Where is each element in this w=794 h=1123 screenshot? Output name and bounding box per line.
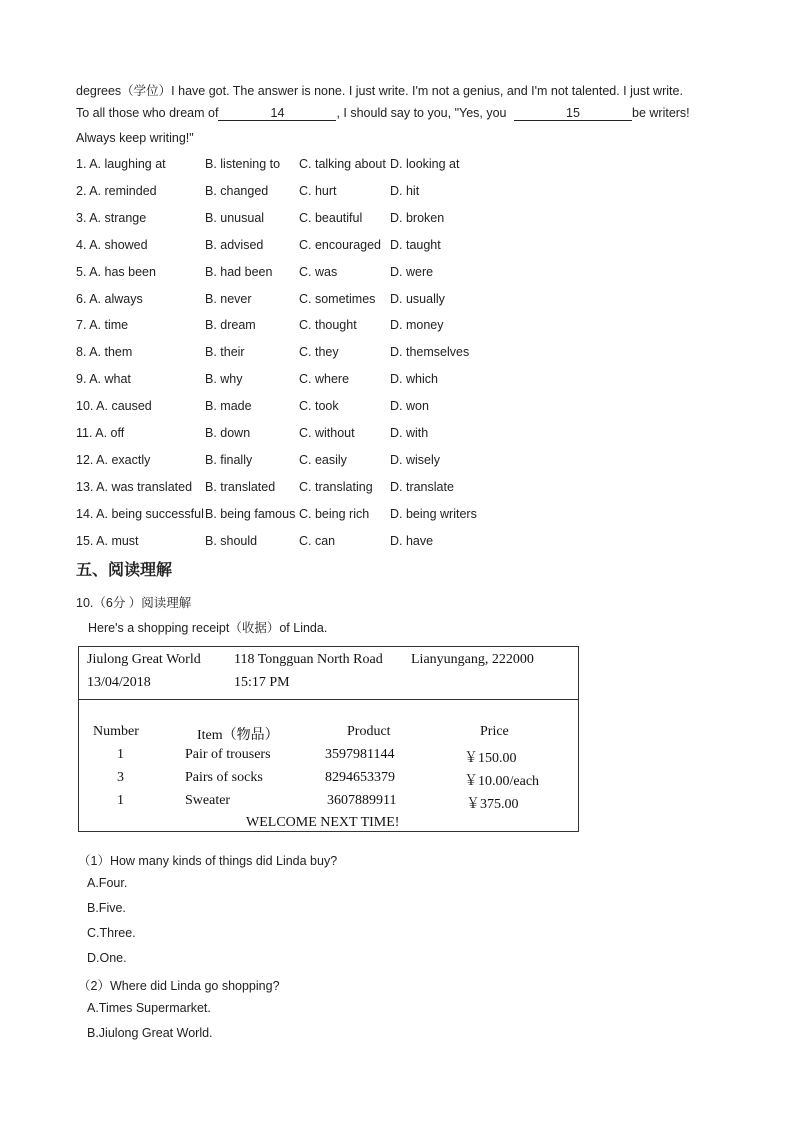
option-b: B. being famous bbox=[205, 507, 296, 521]
option-d: D. usually bbox=[390, 292, 445, 306]
option-c: C. easily bbox=[299, 453, 347, 467]
option-c: C. encouraged bbox=[299, 238, 382, 252]
option-d: D. hit bbox=[390, 184, 420, 198]
store-city: Lianyungang, 222000 bbox=[411, 652, 534, 667]
option-d: D. broken bbox=[390, 211, 445, 225]
option-b: B. had been bbox=[205, 265, 273, 279]
option-b: B. never bbox=[205, 292, 252, 306]
option-b: B. finally bbox=[205, 453, 253, 467]
row-2-product: 8294653379 bbox=[325, 770, 395, 785]
option-d: D. with bbox=[390, 426, 429, 440]
option-c: C. beautiful bbox=[299, 211, 363, 225]
option-a: 6. A. always bbox=[76, 292, 143, 306]
intro-text: Here's a shopping receipt（收据）of Linda. bbox=[88, 621, 328, 635]
row-2-price: ￥10.00/each bbox=[464, 774, 540, 789]
option-c: C. was bbox=[299, 265, 338, 279]
col-header-product: Product bbox=[347, 724, 391, 739]
option-a: 8. A. them bbox=[76, 345, 133, 359]
option-b: B. why bbox=[205, 372, 243, 386]
receipt-header bbox=[79, 647, 578, 700]
option-d: D. taught bbox=[390, 238, 441, 252]
option-d: D. have bbox=[390, 534, 434, 548]
row-3-product: 3607889911 bbox=[327, 793, 397, 808]
option-row-2 bbox=[76, 184, 576, 200]
option-c: C. being rich bbox=[299, 507, 370, 521]
col-header-number: Number bbox=[93, 724, 139, 739]
option-row-14 bbox=[76, 507, 576, 523]
option-a: 1. A. laughing at bbox=[76, 157, 166, 171]
store-address: 118 Tongguan North Road bbox=[234, 652, 383, 667]
option-b: B. made bbox=[205, 399, 252, 413]
option-d: D. translate bbox=[390, 480, 454, 494]
option-b: B. down bbox=[205, 426, 251, 440]
option-c: C. sometimes bbox=[299, 292, 376, 306]
option-row-7 bbox=[76, 318, 576, 334]
option-d: D. won bbox=[390, 399, 429, 413]
option-d: D. wisely bbox=[390, 453, 441, 467]
option-row-11 bbox=[76, 426, 576, 442]
option-d: D. which bbox=[390, 372, 438, 386]
col-header-price: Price bbox=[480, 724, 509, 739]
option-c: C. they bbox=[299, 345, 339, 359]
passage-text: To all those who dream of bbox=[76, 106, 219, 120]
option-b: B. advised bbox=[205, 238, 264, 252]
option-d: D. looking at bbox=[390, 157, 460, 171]
question-1-choice-d[interactable]: D.One. bbox=[87, 951, 127, 965]
row-1-item: Pair of trousers bbox=[185, 747, 271, 762]
store-name: Jiulong Great World bbox=[87, 652, 201, 667]
passage-text: , I should say to you, "Yes, you bbox=[336, 106, 507, 120]
option-c: C. took bbox=[299, 399, 339, 413]
option-a: 7. A. time bbox=[76, 318, 129, 332]
option-d: D. being writers bbox=[390, 507, 477, 521]
question-2-choice-a[interactable]: A.Times Supermarket. bbox=[87, 1001, 211, 1015]
option-b: B. translated bbox=[205, 480, 276, 494]
row-3-price: ￥375.00 bbox=[466, 797, 519, 812]
option-row-6 bbox=[76, 292, 576, 308]
option-row-4 bbox=[76, 238, 576, 254]
row-2-number: 3 bbox=[117, 770, 124, 785]
option-a: 9. A. what bbox=[76, 372, 131, 386]
option-row-10 bbox=[76, 399, 576, 415]
blank-14: 14 bbox=[218, 107, 336, 121]
option-row-3 bbox=[76, 211, 576, 227]
option-a: 5. A. has been bbox=[76, 265, 156, 279]
option-a: 4. A. showed bbox=[76, 238, 148, 252]
option-c: C. without bbox=[299, 426, 355, 440]
question-1-choice-a[interactable]: A.Four. bbox=[87, 876, 128, 890]
option-row-5 bbox=[76, 265, 576, 281]
option-row-12 bbox=[76, 453, 576, 469]
question-1-choice-c[interactable]: C.Three. bbox=[87, 926, 136, 940]
option-a: 2. A. reminded bbox=[76, 184, 157, 198]
option-c: C. where bbox=[299, 372, 350, 386]
row-2-item: Pairs of socks bbox=[185, 770, 263, 785]
passage-text: be writers! bbox=[632, 106, 690, 120]
option-row-1 bbox=[76, 157, 576, 173]
option-a: 13. A. was translated bbox=[76, 480, 193, 494]
passage-line-1: degrees（学位）I have got. The answer is none. I just write. I'm not a genius, and I'm not talented. I just write. bbox=[76, 84, 683, 98]
option-c: C. can bbox=[299, 534, 336, 548]
receipt-date: 13/04/2018 bbox=[87, 675, 151, 690]
option-b: B. changed bbox=[205, 184, 269, 198]
option-a: 15. A. must bbox=[76, 534, 139, 548]
passage-line-2 bbox=[76, 106, 690, 121]
option-row-8 bbox=[76, 345, 576, 361]
option-row-9 bbox=[76, 372, 576, 388]
option-d: D. themselves bbox=[390, 345, 470, 359]
option-c: C. talking about bbox=[299, 157, 386, 171]
question-1-stem: （1）How many kinds of things did Linda buy? bbox=[78, 854, 338, 868]
row-1-number: 1 bbox=[117, 747, 124, 762]
row-1-product: 3597981144 bbox=[325, 747, 395, 762]
option-d: D. were bbox=[390, 265, 434, 279]
receipt-time: 15:17 PM bbox=[234, 675, 290, 690]
option-b: B. listening to bbox=[205, 157, 281, 171]
option-d: D. money bbox=[390, 318, 444, 332]
section-title: 五、阅读理解 bbox=[76, 560, 173, 579]
option-c: C. translating bbox=[299, 480, 373, 494]
option-a: 14. A. being successful bbox=[76, 507, 204, 521]
option-row-15 bbox=[76, 534, 576, 550]
question-2-stem: （2）Where did Linda go shopping? bbox=[78, 979, 280, 993]
option-a: 3. A. strange bbox=[76, 211, 147, 225]
option-a: 11. A. off bbox=[76, 426, 125, 440]
option-row-13 bbox=[76, 480, 576, 496]
receipt bbox=[78, 646, 579, 832]
blank-15: 15 bbox=[514, 107, 632, 121]
option-b: B. their bbox=[205, 345, 245, 359]
row-1-price: ￥150.00 bbox=[464, 751, 517, 766]
option-c: C. thought bbox=[299, 318, 357, 332]
receipt-footer: WELCOME NEXT TIME! bbox=[246, 815, 400, 830]
col-header-item: Item（物品） bbox=[197, 728, 279, 743]
option-a: 10. A. caused bbox=[76, 399, 152, 413]
question-header: 10.（6分 ）阅读理解 bbox=[76, 596, 192, 610]
option-c: C. hurt bbox=[299, 184, 337, 198]
option-b: B. should bbox=[205, 534, 258, 548]
row-3-number: 1 bbox=[117, 793, 124, 808]
row-3-item: Sweater bbox=[185, 793, 231, 808]
question-2-choice-b[interactable]: B.Jiulong Great World. bbox=[87, 1026, 213, 1040]
option-a: 12. A. exactly bbox=[76, 453, 151, 467]
question-1-choice-b[interactable]: B.Five. bbox=[87, 901, 126, 915]
option-b: B. unusual bbox=[205, 211, 265, 225]
option-b: B. dream bbox=[205, 318, 256, 332]
passage-line-3: Always keep writing!" bbox=[76, 131, 194, 145]
